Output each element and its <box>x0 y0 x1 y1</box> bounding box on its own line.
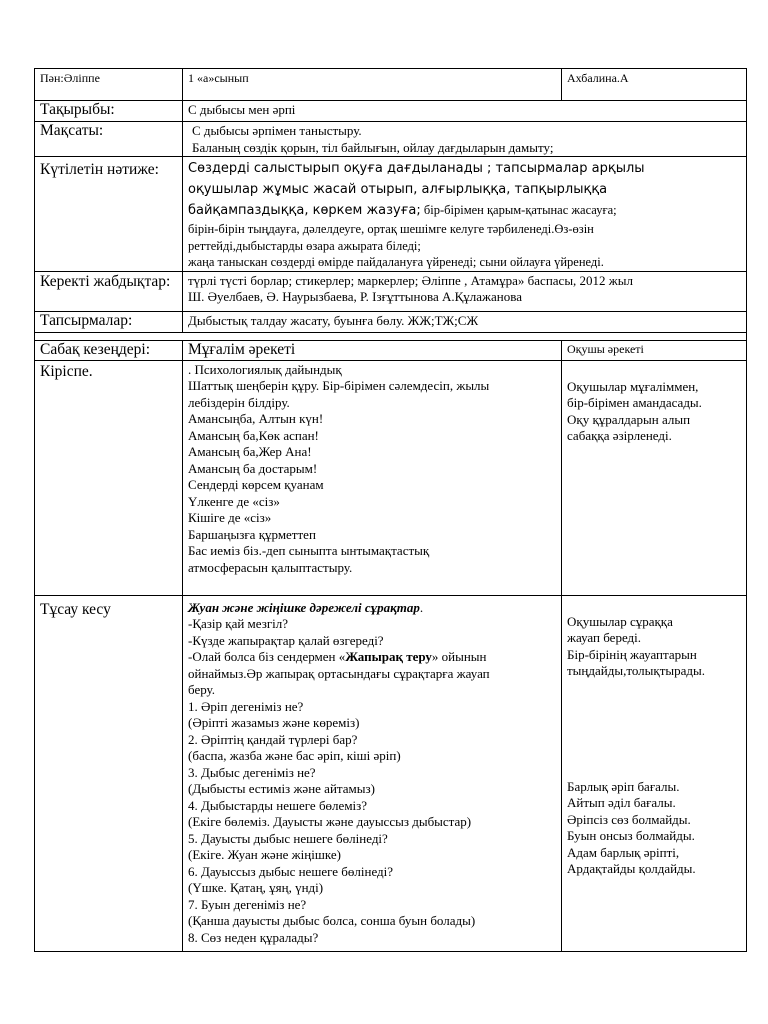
qa-line: 3. Дыбыс дегеніміз не? <box>188 764 316 780</box>
warmup-question: -Күзде жапырақтар қалай өзгереді? <box>188 632 384 648</box>
qa-line: 8. Сөз неден құралады? <box>188 929 319 945</box>
intro-line: Шаттық шеңберін құру. Бір-бірімен сәлемдесіп, жылы <box>188 378 490 393</box>
tasks-label: Тапсырмалар: <box>35 311 183 332</box>
outcome-line-3: жаңа таныскан сөздерді өмірде пайдалануға үйренеді; сыни ойлауға үйренеді. <box>188 255 604 269</box>
qa-line: 7. Буын дегеніміз не? <box>188 896 307 912</box>
outcome-line-2: реттейді,дыбыстарды өзара ажырата біледі; <box>188 238 421 253</box>
intro-line: Үлкенге де «сіз» <box>188 493 280 509</box>
warmup-student-verse: Буын онсыз болмайды. <box>567 828 695 843</box>
stages-header-row <box>35 340 747 360</box>
warmup-question: -Қазір қай мезгіл? <box>188 616 289 631</box>
qa-line: (Дыбысты естиміз және айтамыз) <box>188 781 375 796</box>
warmup-heading-dot: . <box>419 599 424 615</box>
tasks-row <box>35 311 747 332</box>
warmup-student-verse: Адам барлық әріпті, <box>567 844 680 860</box>
warmup-student-line: тыңдайды,толықтырады. <box>567 663 705 678</box>
intro-line: лебіздерін білдіру. <box>188 394 290 410</box>
goals-line-1: С дыбысы әрпімен таныстыру. <box>192 123 362 138</box>
qa-line: 5. Дауысты дыбыс нешеге бөлінеді? <box>188 830 388 846</box>
goals-row <box>35 122 747 157</box>
qa-line: 4. Дыбыстарды нешеге бөлеміз? <box>188 797 368 813</box>
tasks-value: Дыбыстық талдау жасату, буынға бөлу. ЖЖ;ТЖ;СЖ <box>183 311 747 332</box>
warmup-student-line: Оқушылар сұраққа <box>567 613 673 629</box>
warmup-student-verse: Айтып әділ бағалы. <box>567 795 676 810</box>
warmup-student-verse: Барлық әріп бағалы. <box>567 778 680 794</box>
intro-stage-label: Кіріспе. <box>35 360 183 595</box>
qa-line: 1. Әріп дегеніміз не? <box>188 698 304 714</box>
student-action-header: Оқушы әрекеті <box>562 340 747 360</box>
qa-line: (баспа, жазба және бас әріп, кіші әріп) <box>188 748 401 763</box>
warmup-game-desc: ойнаймыз.Әр жапырақ ортасындағы сұрақтарға жауап <box>188 665 490 681</box>
outcome-row <box>35 157 747 272</box>
outcome-serif-tail: бір-бірімен қарым-қатынас жасауға; <box>420 203 617 217</box>
teacher-name: Ахбалина.А <box>567 71 629 85</box>
warmup-student-line: Бір-бірінің жауаптарын <box>567 646 697 662</box>
qa-line: 6. Дауыссыз дыбыс нешеге бөлінеді? <box>188 863 394 879</box>
intro-student-cell <box>562 360 747 595</box>
class-cell <box>183 69 562 101</box>
game-post: » ойынын <box>431 649 487 664</box>
outcome-sans-line-2: оқушылар жұмыс жасай отырып, алғырлыққа, тапқырлыққа <box>188 182 608 197</box>
lesson-plan-page <box>34 68 746 952</box>
game-name: Жапырақ теру <box>345 649 432 664</box>
warmup-stage-label: Тұсау кесу <box>35 595 183 951</box>
game-pre: -Олай болса біз сендермен « <box>188 649 346 664</box>
intro-line: Амансың ба достарым! <box>188 460 318 476</box>
topic-row <box>35 101 747 122</box>
intro-psych-prep: . Психологиялық дайындық <box>188 361 342 377</box>
intro-student-line: бір-бірімен амандасады. <box>567 395 702 410</box>
intro-line: Бас иеміз біз.-деп сыныпта ынтымақтастық <box>188 543 430 558</box>
goals-value <box>183 122 747 157</box>
goals-line-2: Баланың сөздік қорын, тіл байлығын, ойлау дағдыларын дамыту; <box>192 139 554 155</box>
stage-header: Сабақ кезеңдері: <box>35 340 183 360</box>
outcome-label: Күтілетін нәтиже: <box>35 157 183 272</box>
equipment-label: Керекті жабдықтар: <box>35 271 183 311</box>
warmup-game-desc: беру. <box>188 682 215 697</box>
warmup-student-line: жауап береді. <box>567 630 642 645</box>
warmup-row <box>35 595 747 951</box>
subject-cell <box>35 69 183 101</box>
warmup-teacher-cell <box>183 595 562 951</box>
qa-line: 2. Әріптің қандай түрлері бар? <box>188 731 358 747</box>
goals-label: Мақсаты: <box>35 122 183 157</box>
intro-line: Кішіге де «сіз» <box>188 510 272 525</box>
teacher-cell <box>562 69 747 101</box>
warmup-student-verse: Ардақтайды қолдайды. <box>567 861 696 876</box>
outcome-sans-tail: байқампаздыққа, көркем жазуға; <box>188 203 421 218</box>
intro-student-line: Оқу құралдарын алып <box>567 411 691 427</box>
warmup-heading-text: Жуан және жіңішке дәрежелі сұрақтар <box>188 599 420 615</box>
teacher-action-header: Мұғалім әрекеті <box>183 340 562 360</box>
intro-student-line: сабаққа әзірленеді. <box>567 428 672 443</box>
outcome-sans-line-1: Сөздерді салыстырып оқуға дағдыланады ; тапсырмалар арқылы <box>188 161 645 176</box>
intro-student-line: Оқушылар мұғаліммен, <box>567 378 699 394</box>
intro-line: Сендерді көрсем қуанам <box>188 477 324 492</box>
subject-text: Пән:Әліппе <box>40 71 100 85</box>
student-gap <box>567 680 741 779</box>
qa-line: (Әріпті жазамыз және көреміз) <box>188 715 360 730</box>
intro-row <box>35 360 747 595</box>
outcome-value <box>183 157 747 272</box>
intro-teacher-cell <box>183 360 562 595</box>
header-row <box>35 69 747 101</box>
intro-line: атмосферасын қалыптастыру. <box>188 559 353 575</box>
qa-line: (Қанша дауысты дыбыс болса, сонша буын болады) <box>188 913 476 928</box>
topic-value: С дыбысы мен әрпі <box>183 101 747 122</box>
lesson-plan-table <box>34 68 747 952</box>
equipment-line-2: Ш. Әуелбаев, Ә. Наурызбаева, Р. Ізғұттынова А.Құлажанова <box>188 289 522 304</box>
intro-line: Баршаңызға құрметтеп <box>188 526 316 542</box>
intro-line: Амансың ба,Көк аспан! <box>188 427 319 443</box>
equipment-value <box>183 271 747 311</box>
spacer-row <box>35 332 747 340</box>
equipment-line-1: түрлі түсті борлар; стикерлер; маркерлер; Әліппе , Атамұра» баспасы, 2012 жыл <box>188 272 634 288</box>
equipment-row <box>35 271 747 311</box>
intro-line: Амансың ба,Жер Ана! <box>188 444 312 459</box>
topic-label: Тақырыбы: <box>35 101 183 122</box>
outcome-line-1: бірін-бірін тыңдауға, дәлелдеуге, ортақ шешімге келуге тәрбиленеді.Өз-өзін <box>188 222 594 236</box>
qa-line: (Екіге бөлеміз. Дауысты және дауыссыз дыбыстар) <box>188 814 472 829</box>
qa-line: (Екіге. Жуан және жіңішке) <box>188 847 341 862</box>
warmup-game-line <box>188 649 556 666</box>
warmup-student-verse: Әріпсіз сөз болмайды. <box>567 811 691 827</box>
class-text: 1 «а»сынып <box>188 71 249 85</box>
warmup-student-cell <box>562 595 747 951</box>
intro-line: Амансыңба, Алтын күн! <box>188 411 324 426</box>
warmup-heading <box>188 600 556 617</box>
spacer-cell <box>35 332 747 340</box>
qa-line: (Үшке. Қатаң, ұяң, үнді) <box>188 880 324 895</box>
outcome-mixed-line <box>188 200 741 221</box>
